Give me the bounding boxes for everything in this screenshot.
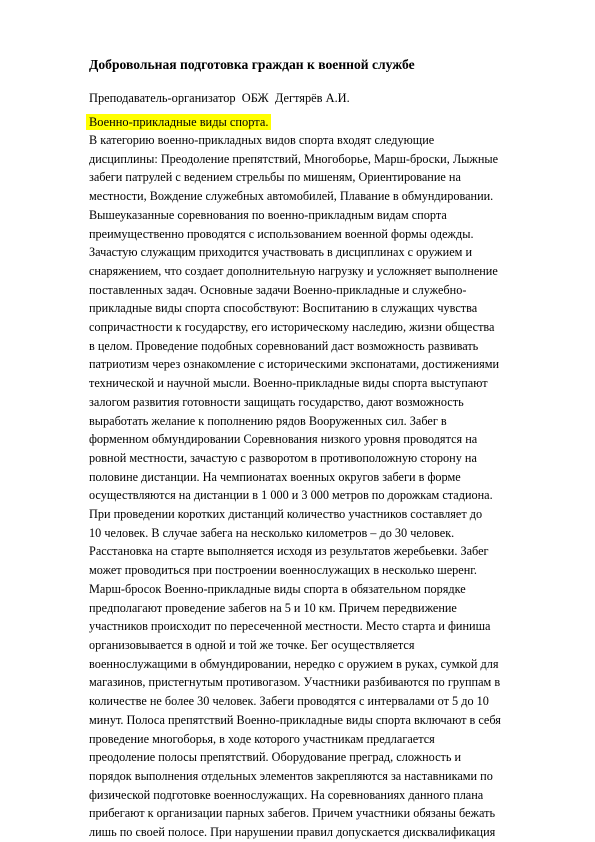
author-line: Преподаватель-организатор ОБЖ Дегтярёв А.И. [89,91,350,105]
body-text-line: лишь по своей полосе. При нарушении правил допускается дисквалификация [89,825,496,840]
body-text-line: физической подготовке военнослужащих. На соревнованиях данного плана [89,787,484,802]
body-text-line: патриотизм через ознакомление с историческими экспонатами, достижениями [89,357,500,372]
body-text-line: участников происходит по пересеченной местности. Место старта и финиша [89,619,491,634]
body-text-line: поставленных задач. Основные задачи Военно-прикладные и служебно- [89,282,467,297]
body-text-line: минут. Полоса препятствий Военно-прикладные виды спорта включают в себя [89,712,501,727]
body-text-line: В категорию военно-прикладных видов спорта входят следующие [89,133,435,147]
body-paragraph [89,131,549,842]
body-text-line: прикладные виды спорта способствуют: Воспитанию в служащих чувства [89,301,478,316]
body-text-line: Расстановка на старте выполняется исходя из результатов жеребьевки. Забег [89,544,489,559]
body-text-line: может проводиться при построении военнослужащих в несколько шеренг. [89,563,477,578]
document-title: Добровольная подготовка граждан к военной службе [89,57,415,72]
body-text-line: половине дистанции. На чемпионатах военных округов забеги в форме [89,469,461,484]
body-text-line: преодоление полосы препятствий. Оборудование преград, сложность и [89,750,462,765]
body-text-line: предполагают проведение забегов на 5 и 10 км. Причем передвижение [89,600,457,615]
body-text-line: Зачастую служащим приходится участвовать в дисциплинах с оружием и [89,245,473,260]
body-text-line: военнослужащими в обмундировании, нередко с оружием в руках, сумкой для [89,656,499,671]
section-heading-highlighted: Военно-прикладные виды спорта. [86,114,271,130]
body-text-line: проведение многоборья, в ходе которого участникам предлагается [89,731,435,746]
body-text-line: в целом. Проведение подобных соревнований даст возможность развивать [89,338,479,353]
body-text-line: выработать желание к пополнению рядов Вооруженных сил. Забег в [89,413,447,428]
body-text-line: магазинов, пристегнутым противогазом. Участники разбиваются по группам в [89,675,501,690]
body-text-line: сопричастности к государству, его историческому наследию, жизни общества [89,320,495,335]
body-text-line: прибегают к организации парных забегов. Причем участники обязаны бежать [89,806,496,821]
body-text-line: осуществляются на дистанции в 1 000 и 3 000 метров по дорожкам стадиона. [89,488,493,503]
body-text-line: Вышеуказанные соревнования по военно-прикладным видам спорта [89,207,447,222]
body-text-line: технической и научной мысли. Военно-прикладные виды спорта выступают [89,376,488,391]
body-text-line: 10 человек. В случае забега на несколько километров – до 30 человек. [89,525,455,540]
body-text-line: снаряжением, что создает дополнительную нагрузку и усложняет выполнение [89,263,498,278]
body-text-line: забеги патрулей с ведением стрельбы по мишеням, Ориентирование на [89,170,461,185]
body-text-line: дисциплины: Преодоление препятствий, Многоборье, Марш-броски, Лыжные [89,151,499,166]
body-text-line: форменном обмундировании Соревнования низкого уровня проводятся на [89,432,478,447]
body-text-line: При проведении коротких дистанций количество участников составляет до [89,507,483,522]
body-text-line: порядок выполнения отдельных элементов закрепляются за наставниками по [89,768,493,783]
body-text-line: Марш-бросок Военно-прикладные виды спорта в обязательном порядке [89,581,466,596]
body-text-line: организовывается в одной и той же точке. Бег осуществляется [89,637,415,652]
body-text-line: залогом развития готовности защищать государство, дают возможность [89,394,464,409]
body-text-line: количестве не более 30 человек. Забеги проводятся с интервалами от 5 до 10 [89,694,489,709]
body-text-line: ровной местности, зачастую с разворотом в противоположную сторону на [89,450,477,465]
body-text-line: местности, Вождение служебных автомобилей, Плавание в обмундировании. [89,189,494,204]
body-text-line: преимущественно проводятся с использованием военной формы одежды. [89,226,474,241]
